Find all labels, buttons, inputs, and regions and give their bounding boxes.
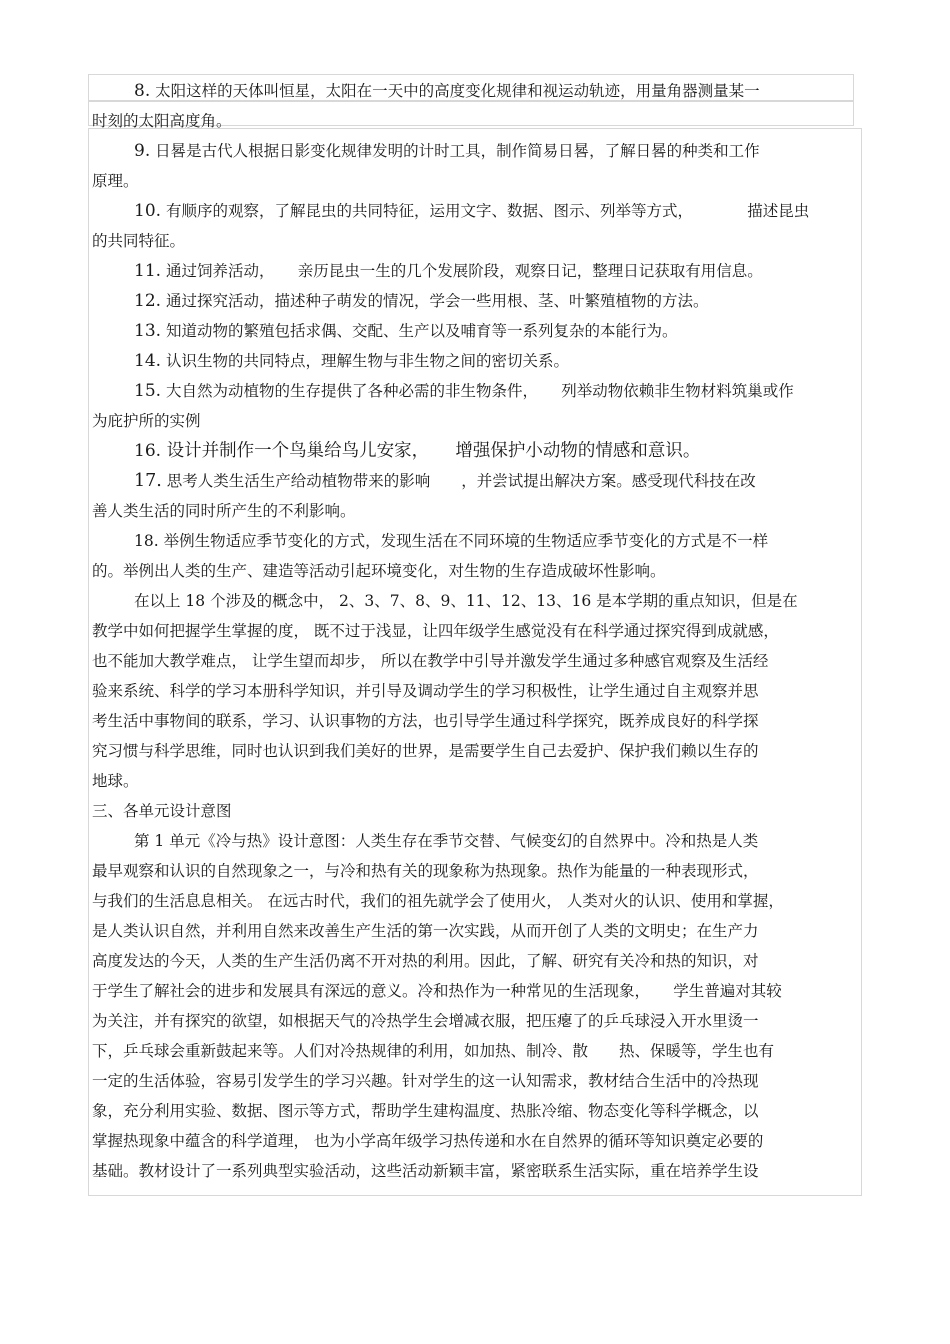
- text-line: 考生活中事物间的联系，学习、认识事物的方法，也引导学生通过科学探究，既养成良好的科学探: [92, 712, 759, 730]
- text-line: 教学中如何把握学生掌握的度， 既不过于浅显，让四年级学生感觉没有在科学通过探究得到成就感，: [92, 622, 779, 640]
- list-item-12: 12. 通过探究活动，描述种子萌发的情况，学会一些用根、茎、叶繁殖植物的方法。: [134, 291, 709, 311]
- section-heading: 三、各单元设计意图: [92, 802, 232, 820]
- text-line: 于学生了解社会的进步和发展具有深远的意义。冷和热作为一种常见的生活现象， 学生普遍对其较: [92, 982, 782, 1000]
- list-item-8: 8. 太阳这样的天体叫恒星，太阳在一天中的高度变化规律和视运动轨迹，用量角器测量某一: [134, 81, 760, 101]
- text-line: 象，充分利用实验、数据、图示等方式，帮助学生建构温度、热胀冷缩、物态变化等科学概念，以: [92, 1102, 759, 1120]
- text-line: 善人类生活的同时所产生的不利影响。: [92, 502, 356, 520]
- text-line: 也不能加大教学难点， 让学生望而却步， 所以在教学中引导并激发学生通过多种感官观察及生活经: [92, 652, 769, 670]
- text-line: 高度发达的今天，人类的生产生活仍离不开对热的利用。因此，了解、研究有关冷和热的知识，对: [92, 952, 759, 970]
- text-line: 与我们的生活息息相关。 在远古时代，我们的祖先就学会了使用火， 人类对火的认识、使用和掌握，: [92, 892, 784, 910]
- text-line: 时刻的太阳高度角。: [92, 112, 232, 130]
- text-line: 基础。教材设计了一系列典型实验活动，这些活动新颖丰富，紧密联系生活实际，重在培养学生设: [92, 1162, 759, 1180]
- list-item-16: 16. 设计并制作一个鸟巢给鸟儿安家， 增强保护小动物的情感和意识。: [134, 441, 701, 461]
- text-line: 验来系统、科学的学习本册科学知识，并引导及调动学生的学习积极性，让学生通过自主观察并思: [92, 682, 759, 700]
- text-line: 是人类认识自然，并利用自然来改善生产生活的第一次实践，从而开创了人类的文明史；在生产力: [92, 922, 759, 940]
- text-line: 掌握热现象中蕴含的科学道理， 也为小学高年级学习热传递和水在自然界的循环等知识奠定必要的: [92, 1132, 764, 1150]
- text-line: 地球。: [92, 772, 139, 790]
- text-line: 的。举例出人类的生产、建造等活动引起环境变化，对生物的生存造成破坏性影响。: [92, 562, 666, 580]
- paragraph-line: 在以上 18 个涉及的概念中， 2、3、7、8、9、11、12、13、16 是本学期的重点知识，但是在: [134, 592, 798, 610]
- list-item-13: 13. 知道动物的繁殖包括求偶、交配、生产以及哺育等一系列复杂的本能行为。: [134, 321, 678, 341]
- text-line: 为关注，并有探究的欲望，如根据天气的冷热学生会增减衣服，把压瘪了的乒乓球浸入开水里烫一: [92, 1012, 759, 1030]
- list-item-15: 15. 大自然为动植物的生存提供了各种必需的非生物条件， 列举动物依赖非生物材料筑巢或作: [134, 381, 794, 401]
- text-line: 的共同特征。: [92, 232, 186, 250]
- text-line: 下，乒乓球会重新鼓起来等。人们对冷热规律的利用，如加热、制冷、散 热、保暖等，学生也有: [92, 1042, 775, 1060]
- list-item-18: 18. 举例生物适应季节变化的方式，发现生活在不同环境的生物适应季节变化的方式是不一样: [134, 532, 769, 550]
- list-item-14: 14. 认识生物的共同特点，理解生物与非生物之间的密切关系。: [134, 351, 569, 371]
- text-line: 最早观察和认识的自然现象之一，与冷和热有关的现象称为热现象。热作为能量的一种表现形式，: [92, 862, 759, 880]
- list-item-17: 17. 思考人类生活生产给动植物带来的影响 ，并尝试提出解决方案。感受现代科技在改: [134, 471, 756, 491]
- text-line: 究习惯与科学思维，同时也认识到我们美好的世界，是需要学生自己去爱护、保护我们赖以生存的: [92, 742, 759, 760]
- list-item-11: 11. 通过饲养活动， 亲历昆虫一生的几个发展阶段，观察日记，整理日记获取有用信息。: [134, 261, 763, 281]
- list-item-9: 9. 日晷是古代人根据日影变化规律发明的计时工具，制作简易日晷，了解日晷的种类和工作: [134, 141, 760, 161]
- text-line: 原理。: [92, 172, 139, 190]
- paragraph-line: 第 1 单元《冷与热》设计意图：人类生存在季节交替、气候变幻的自然界中。冷和热是人类: [134, 832, 759, 850]
- list-item-10: 10. 有顺序的观察，了解昆虫的共同特征，运用文字、数据、图示、列举等方式， 描述昆虫: [134, 201, 810, 221]
- text-line: 一定的生活体验，容易引发学生的学习兴趣。针对学生的这一认知需求，教材结合生活中的冷热现: [92, 1072, 759, 1090]
- text-line: 为庇护所的实例: [92, 412, 201, 430]
- document-text: [92, 76, 862, 1186]
